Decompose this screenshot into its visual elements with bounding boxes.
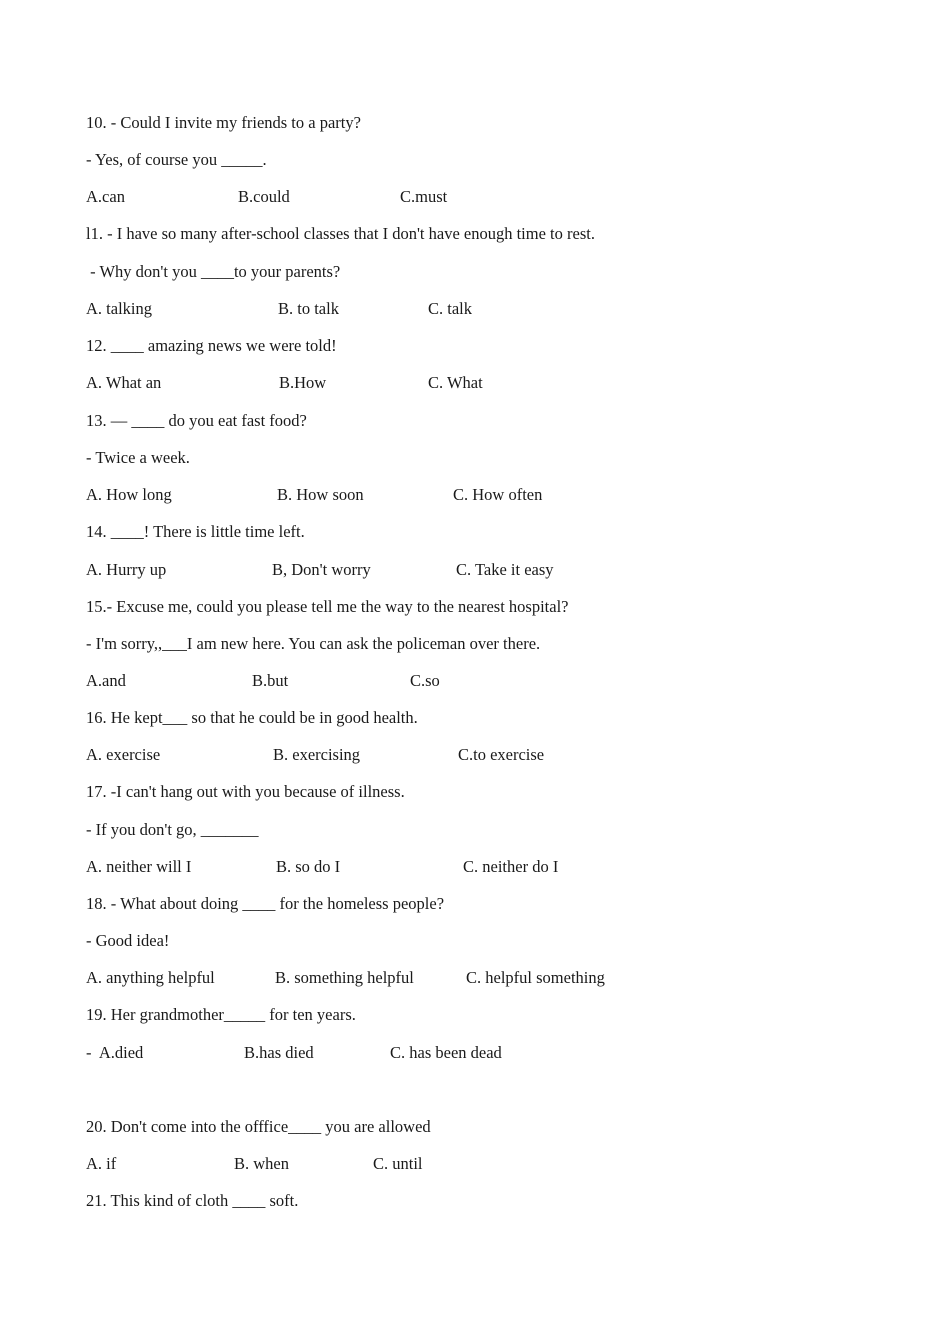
question-11-option-c: C. talk xyxy=(428,299,472,318)
question-17-option-b: B. so do I xyxy=(276,857,341,876)
question-19-option-a: - A.died xyxy=(86,1043,144,1062)
question-13-option-c: C. How often xyxy=(453,485,543,504)
question-10-reply: - Yes, of course you _____. xyxy=(86,150,267,169)
question-15-stem: 15.- Excuse me, could you please tell me the way to the nearest hospital? xyxy=(86,597,569,616)
question-11-reply: - Why don't you ____to your parents? xyxy=(86,262,341,281)
question-16-option-a: A. exercise xyxy=(86,745,161,764)
question-16-option-c: C.to exercise xyxy=(458,745,545,764)
question-12-stem: 12. ____ amazing news we were told! xyxy=(86,336,337,355)
question-12-option-a: A. What an xyxy=(86,373,162,392)
question-17-option-a: A. neither will I xyxy=(86,857,192,876)
question-10-option-c: C.must xyxy=(400,187,448,206)
question-19-option-c: C. has been dead xyxy=(390,1043,502,1062)
question-18-option-a: A. anything helpful xyxy=(86,968,215,987)
question-18-option-b: B. something helpful xyxy=(275,968,414,987)
question-10-option-b: B.could xyxy=(238,187,290,206)
question-20-stem: 20. Don't come into the offfice____ you are allowed xyxy=(86,1117,431,1136)
question-17-reply: - If you don't go, _______ xyxy=(86,820,259,839)
question-20-option-b: B. when xyxy=(234,1154,289,1173)
question-18-option-c: C. helpful something xyxy=(466,968,605,987)
question-11-option-b: B. to talk xyxy=(278,299,339,318)
question-20-option-c: C. until xyxy=(373,1154,423,1173)
question-17-option-c: C. neither do I xyxy=(463,857,559,876)
question-12-option-c: C. What xyxy=(428,373,483,392)
question-17-stem: 17. -I can't hang out with you because of illness. xyxy=(86,782,405,801)
question-14-option-b: B, Don't worry xyxy=(272,560,371,579)
question-14-option-c: C. Take it easy xyxy=(456,560,554,579)
question-11-stem: l1. - I have so many after-school classes that I don't have enough time to rest. xyxy=(86,224,595,243)
question-13-reply: - Twice a week. xyxy=(86,448,190,467)
question-13-stem: 13. — ____ do you eat fast food? xyxy=(86,411,307,430)
question-12-option-b: B.How xyxy=(279,373,327,392)
question-10-option-a: A.can xyxy=(86,187,125,206)
question-19-stem: 19. Her grandmother_____ for ten years. xyxy=(86,1005,356,1024)
question-11-option-a: A. talking xyxy=(86,299,152,318)
question-19-option-b: B.has died xyxy=(244,1043,314,1062)
question-15-option-b: B.but xyxy=(252,671,289,690)
question-21-stem: 21. This kind of cloth ____ soft. xyxy=(86,1191,299,1210)
question-15-option-c: C.so xyxy=(410,671,440,690)
question-18-reply: - Good idea! xyxy=(86,931,170,950)
question-18-stem: 18. - What about doing ____ for the homeless people? xyxy=(86,894,445,913)
question-13-option-a: A. How long xyxy=(86,485,172,504)
question-10-stem: 10. - Could I invite my friends to a party? xyxy=(86,113,361,132)
question-14-stem: 14. ____! There is little time left. xyxy=(86,522,305,541)
question-15-option-a: A.and xyxy=(86,671,126,690)
question-20-option-a: A. if xyxy=(86,1154,117,1173)
question-16-option-b: B. exercising xyxy=(273,745,361,764)
question-15-reply: - I'm sorry,,___I am new here. You can ask the policeman over there. xyxy=(86,634,541,653)
question-14-option-a: A. Hurry up xyxy=(86,560,167,579)
question-16-stem: 16. He kept___ so that he could be in good health. xyxy=(86,708,418,727)
question-13-option-b: B. How soon xyxy=(277,485,364,504)
